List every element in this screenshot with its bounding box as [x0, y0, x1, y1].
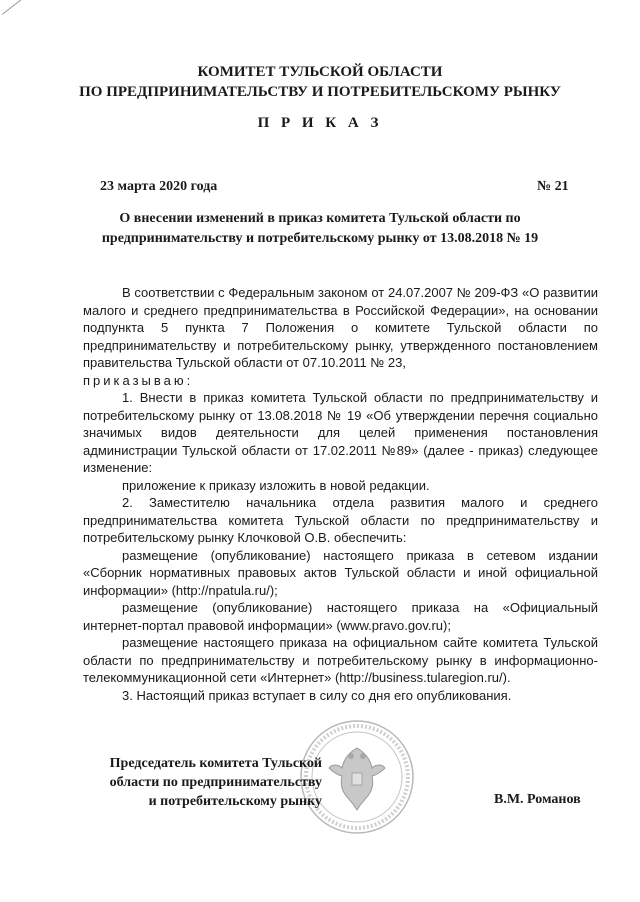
item-3-paragraph: 3. Настоящий приказ вступает в силу со дня его опубликования.: [122, 687, 512, 703]
signatory-position: [60, 754, 322, 811]
order-title-line1: О внесении изменений в приказ комитета Тульской области по: [119, 211, 521, 226]
order-body: [83, 284, 598, 704]
doc-type-heading: П Р И К А З: [257, 115, 383, 131]
order-date: 23 марта 2020 года: [100, 179, 218, 194]
preamble-paragraph: В соответствии с Федеральным законом от 24.07.2007 № 209-ФЗ «О развитии малого и среднего предпринимательства в Российской Федерации», на основании подпункта 5 пункта 7 Положения о комитете Тульской области по предпринимательству и потребительскому рынку, утвержденного постановлением правительства Тульской области от 07.10.2011 № 23,: [83, 285, 598, 370]
order-title-line2: предпринимательству и потребительскому рынку от 13.08.2018 № 19: [101, 231, 539, 246]
item-2a-paragraph: размещение (опубликование) настоящего приказа в сетевом издании «Сборник нормативных правовых актов Тульской области и иной официальной информации» (http://npatula.ru/);: [83, 547, 598, 598]
signatory-position-line3: и потребительскому рынку: [148, 794, 322, 809]
item-2-paragraph: 2. Заместителю начальника отдела развития малого и среднего предпринимательства комитета Тульской области по предпринимательству и потребительскому рынку Клочковой О.В. обеспечить:: [83, 495, 598, 545]
org-name-line2: ПО ПРЕДПРИНИМАТЕЛЬСТВУ И ПОТРЕБИТЕЛЬСКОМУ РЫНКУ: [79, 84, 561, 100]
order-number: № 21: [537, 179, 569, 194]
item-1-paragraph: 1. Внести в приказ комитета Тульской области по предпринимательству и потребительскому рынку от 13.08.2018 № 19 «Об утверждении перечня социально значимых видов деятельности для целей применения постановления администрации Тульской области от 17.02.2011 №89» (далее - приказ) следующее изменение:: [83, 390, 598, 475]
org-name-line1: КОМИТЕТ ТУЛЬСКОЙ ОБЛАСТИ: [197, 64, 443, 80]
item-1-sub-paragraph: приложение к приказу изложить в новой редакции.: [122, 477, 430, 493]
item-2b-paragraph: размещение (опубликование) настоящего приказа на «Официальный интернет-портал правовой информации» (www.pravo.gov.ru);: [83, 600, 598, 633]
scan-artifact-line: [2, 0, 34, 15]
item-2c-paragraph: размещение настоящего приказа на официальном сайте комитета Тульской области по предпринимательству и потребительскому рынку в информационно-телекоммуникационной сети «Интернет» (http://business.tularegion.ru/).: [83, 635, 598, 685]
orders-word: приказываю:: [83, 372, 194, 388]
signatory-name: В.М. Романов: [494, 792, 581, 807]
signatory-position-line2: области по предпринимательству: [109, 775, 322, 790]
signatory-position-line1: Председатель комитета Тульской: [109, 756, 322, 771]
